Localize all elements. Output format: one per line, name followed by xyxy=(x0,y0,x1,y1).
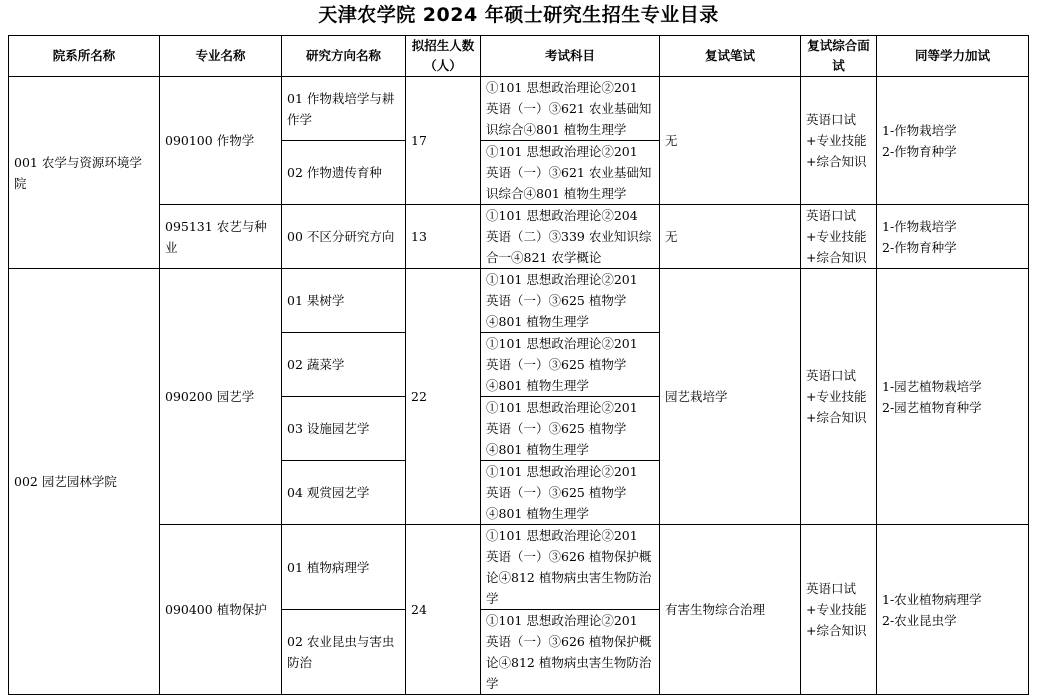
exam-cell: ①101 思想政治理论②204 英语（二）③339 农业知识综合一④821 农学概论 xyxy=(481,205,660,269)
equivalent-cell xyxy=(877,269,1029,525)
exam-cell: ①101 思想政治理论②201 英语（一）③626 植物保护概论④812 植物病虫害生物防治学 xyxy=(481,525,660,610)
department-cell: 001 农学与资源环境学院 xyxy=(9,77,160,269)
direction-cell: 02 作物遗传育种 xyxy=(282,141,406,205)
interview-cell: 英语口试+专业技能+综合知识 xyxy=(801,77,877,205)
direction-cell: 00 不区分研究方向 xyxy=(282,205,406,269)
direction-cell: 01 果树学 xyxy=(282,269,406,333)
header-equivalent: 同等学力加试 xyxy=(877,36,1029,77)
exam-cell: ①101 思想政治理论②201 英语（一）③621 农业基础知识综合④801 植物生理学 xyxy=(481,141,660,205)
table-row xyxy=(9,205,1029,269)
exam-cell: ①101 思想政治理论②201 英语（一）③625 植物学④801 植物生理学 xyxy=(481,333,660,397)
major-cell: 090200 园艺学 xyxy=(160,269,282,525)
header-major: 专业名称 xyxy=(160,36,282,77)
page-title: 天津农学院 2024 年硕士研究生招生专业目录 xyxy=(318,4,719,26)
major-cell: 090400 植物保护 xyxy=(160,525,282,695)
equivalent-item: 1-作物栽培学 xyxy=(882,218,957,234)
interview-cell: 英语口试+专业技能+综合知识 xyxy=(801,205,877,269)
retest-written-cell: 有害生物综合治理 xyxy=(660,525,801,695)
equivalent-item: 2-作物育种学 xyxy=(882,239,957,255)
department-cell: 002 园艺园林学院 xyxy=(9,269,160,695)
equivalent-item: 1-园艺植物栽培学 xyxy=(882,378,982,394)
direction-cell: 02 蔬菜学 xyxy=(282,333,406,397)
direction-cell: 04 观赏园艺学 xyxy=(282,461,406,525)
exam-cell: ①101 思想政治理论②201 英语（一）③621 农业基础知识综合④801 植物生理学 xyxy=(481,77,660,141)
equivalent-cell xyxy=(877,525,1029,695)
interview-cell: 英语口试+专业技能+综合知识 xyxy=(801,269,877,525)
table-row xyxy=(9,77,1029,141)
quota-cell: 17 xyxy=(406,77,481,205)
equivalent-item: 1-农业植物病理学 xyxy=(882,591,982,607)
header-exam: 考试科目 xyxy=(481,36,660,77)
retest-written-cell: 园艺栽培学 xyxy=(660,269,801,525)
direction-cell: 02 农业昆虫与害虫防治 xyxy=(282,610,406,695)
retest-written-cell: 无 xyxy=(660,205,801,269)
direction-cell: 01 作物栽培学与耕作学 xyxy=(282,77,406,141)
header-quota: 拟招生人数（人） xyxy=(406,36,481,77)
header-department: 院系所名称 xyxy=(9,36,160,77)
direction-cell: 01 植物病理学 xyxy=(282,525,406,610)
exam-cell: ①101 思想政治理论②201 英语（一）③626 植物保护概论④812 植物病虫害生物防治学 xyxy=(481,610,660,695)
equivalent-item: 2-农业昆虫学 xyxy=(882,612,957,628)
exam-cell: ①101 思想政治理论②201 英语（一）③625 植物学④801 植物生理学 xyxy=(481,461,660,525)
exam-cell: ①101 思想政治理论②201 英语（一）③625 植物学④801 植物生理学 xyxy=(481,397,660,461)
retest-written-cell: 无 xyxy=(660,77,801,205)
major-cell: 090100 作物学 xyxy=(160,77,282,205)
direction-cell: 03 设施园艺学 xyxy=(282,397,406,461)
table-row xyxy=(9,269,1029,333)
table-row xyxy=(9,525,1029,610)
quota-cell: 13 xyxy=(406,205,481,269)
exam-cell: ①101 思想政治理论②201 英语（一）③625 植物学④801 植物生理学 xyxy=(481,269,660,333)
equivalent-cell xyxy=(877,205,1029,269)
catalog-table xyxy=(8,35,1029,695)
quota-cell: 24 xyxy=(406,525,481,695)
header-row xyxy=(9,36,1029,77)
equivalent-cell xyxy=(877,77,1029,205)
quota-cell: 22 xyxy=(406,269,481,525)
header-interview: 复试综合面试 xyxy=(801,36,877,77)
major-cell: 095131 农艺与种业 xyxy=(160,205,282,269)
equivalent-item: 1-作物栽培学 xyxy=(882,122,957,138)
header-direction: 研究方向名称 xyxy=(282,36,406,77)
header-retest-written: 复试笔试 xyxy=(660,36,801,77)
equivalent-item: 2-作物育种学 xyxy=(882,143,957,159)
equivalent-item: 2-园艺植物育种学 xyxy=(882,399,982,415)
interview-cell: 英语口试+专业技能+综合知识 xyxy=(801,525,877,695)
